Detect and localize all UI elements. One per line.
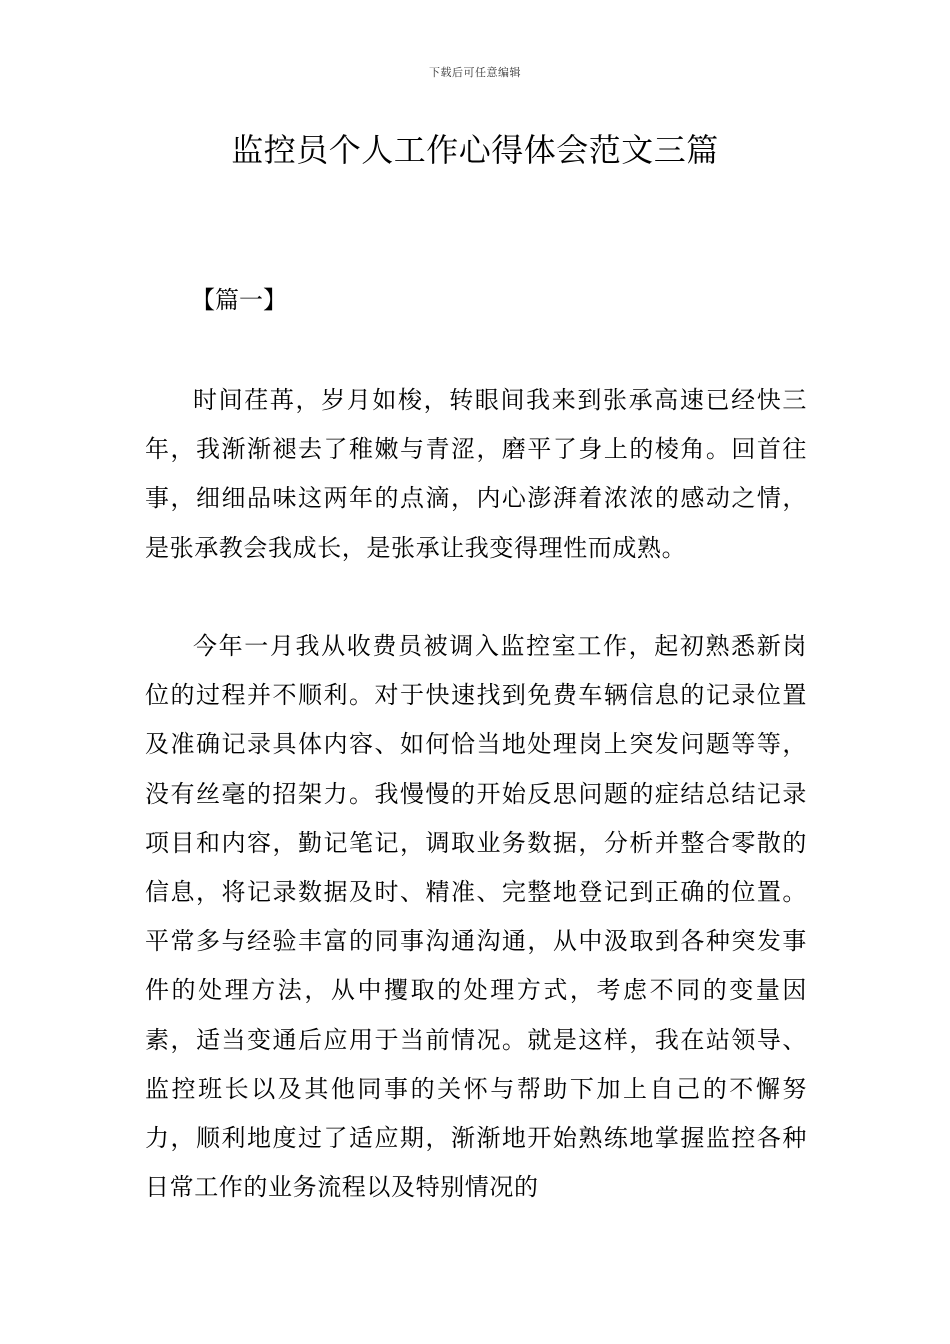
document-title: 监控员个人工作心得体会范文三篇 <box>231 131 719 169</box>
header-note: 下载后可任意编辑 <box>429 66 521 79</box>
paragraph-1: 时间荏苒，岁月如梭，转眼间我来到张承高速已经快三年，我渐渐褪去了稚嫩与青涩，磨平了身上的棱角。回首往事，细细品味这两年的点滴，内心澎湃着浓浓的感动之情，是张承教会我成长，是张承让我变得理性而成熟。 <box>145 386 807 562</box>
section-heading: 【篇一】 <box>191 286 287 314</box>
paragraph-2: 今年一月我从收费员被调入监控室工作，起初熟悉新岗位的过程并不顺利。对于快速找到免费车辆信息的记录位置及准确记录具体内容、如何恰当地处理岗上突发问题等等，没有丝毫的招架力。我慢慢的开始反思问题的症结总结记录项目和内容，勤记笔记，调取业务数据，分析并整合零散的信息，将记录数据及时、精准、完整地登记到正确的位置。平常多与经验丰富的同事沟通沟通，从中汲取到各种突发事件的处理方法，从中攫取的处理方式，考虑不同的变量因素，适当变通后应用于当前情况。就是这样，我在站领导、监控班长以及其他同事的关怀与帮助下加上自己的不懈努力，顺利地度过了适应期，渐渐地开始熟练地掌握监控各种日常工作的业务流程以及特别情况的 <box>145 632 807 1202</box>
